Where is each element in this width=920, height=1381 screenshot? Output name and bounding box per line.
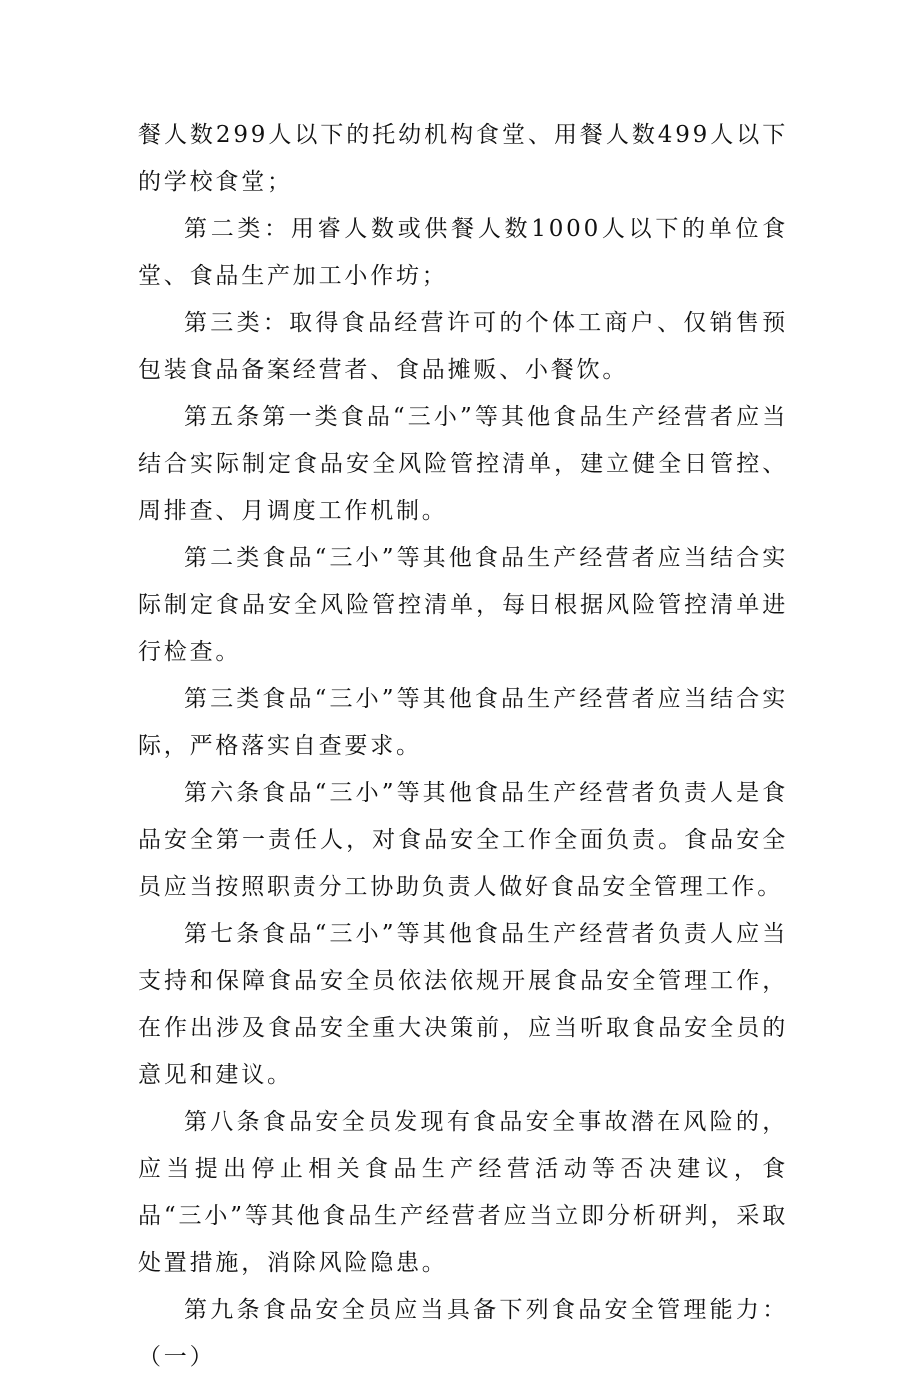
- document-body: [138, 112, 788, 1381]
- paragraph-8: 第七条食品“三小”等其他食品生产经营者负责人应当支持和保障食品安全员依法依规开展食品安全管理工作，在作出涉及食品安全重大决策前，应当听取食品安全员的意见和建议。: [138, 921, 788, 1088]
- paragraph-3: 第三类：取得食品经营许可的个体工商户、仅销售预包装食品备案经营者、食品摊贩、小餐饮。: [138, 310, 788, 383]
- paragraph-2: 第二类：用睿人数或供餐人数1000人以下的单位食堂、食品生产加工小作坊；: [138, 216, 788, 289]
- paragraph-7: 第六条食品“三小”等其他食品生产经营者负责人是食品安全第一责任人，对食品安全工作全面负责。食品安全员应当按照职责分工协助负责人做好食品安全管理工作。: [138, 780, 788, 900]
- paragraph-9: 第八条食品安全员发现有食品安全事故潜在风险的，应当提出停止相关食品生产经营活动等否决建议，食品“三小”等其他食品生产经营者应当立即分析研判，采取处置措施，消除风险隐患。: [138, 1109, 788, 1276]
- paragraph-5: 第二类食品“三小”等其他食品生产经营者应当结合实际制定食品安全风险管控清单，每日根据风险管控清单进行检查。: [138, 545, 788, 665]
- paragraph-6: 第三类食品“三小”等其他食品生产经营者应当结合实际，严格落实自查要求。: [138, 686, 788, 759]
- paragraph-1: 餐人数299人以下的托幼机构食堂、用餐人数499人以下的学校食堂；: [138, 122, 788, 195]
- paragraph-10: 第九条食品安全员应当具备下列食品安全管理能力：（一）: [138, 1297, 788, 1370]
- paragraph-4: 第五条第一类食品“三小”等其他食品生产经营者应当结合实际制定食品安全风险管控清单，建立健全日管控、周排查、月调度工作机制。: [138, 404, 788, 524]
